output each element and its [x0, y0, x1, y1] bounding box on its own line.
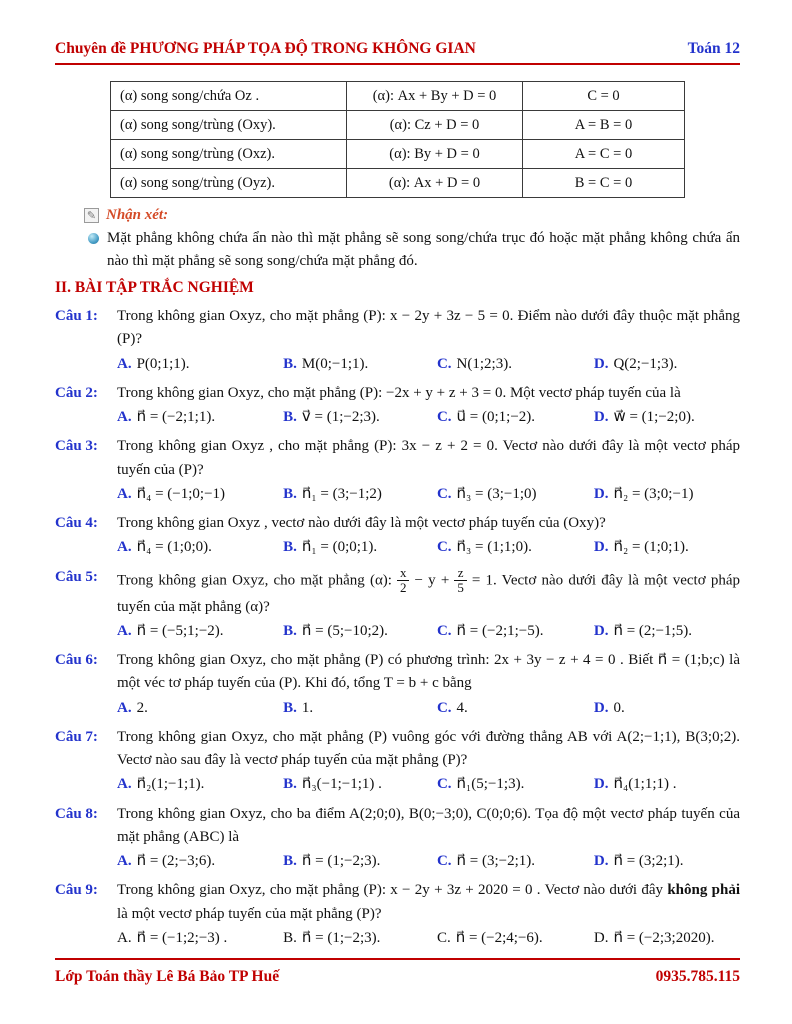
option-label: B. [283, 539, 297, 556]
table-cell-condition: (α) song song/trùng (Oxy). [111, 111, 347, 140]
option-b [283, 406, 437, 429]
fraction-x-over-2 [397, 566, 410, 596]
option-b [283, 850, 437, 873]
table-cell-coefficient: B = C = 0 [523, 169, 685, 198]
option-text: n⃗ = (−2;1;1). [136, 409, 216, 425]
option-label: D. [593, 355, 609, 372]
option-text: n⃗₁(5;−1;3). [456, 776, 525, 793]
question-text: Trong không gian Oxyz , cho mặt phẳng (P): 3x − z + 2 = 0. Vectơ nào dưới đây là một vectơ pháp tuyến của (P)? [117, 438, 740, 478]
question-text-emphasis: không phải [667, 882, 740, 899]
table-row [111, 169, 685, 198]
question-text-part: = 1. Vectơ nào dưới đây là một vectơ pháp tuyến của mặt phẳng (α)? [117, 571, 740, 615]
option-text: n⃗ = (3;2;1). [613, 853, 684, 870]
option-text: n⃗ = (−2;3;2020). [613, 929, 715, 946]
option-label: D. [593, 929, 609, 946]
option-text: M(0;−1;1). [301, 355, 369, 372]
options-row [117, 773, 740, 796]
option-c [437, 483, 594, 506]
question-body [117, 435, 740, 506]
question-body [117, 649, 740, 720]
option-text: Q(2;−1;3). [613, 355, 678, 372]
option-a [117, 536, 283, 559]
question-text [117, 566, 740, 619]
question-body [117, 382, 740, 430]
option-text: n⃗ = (2;−1;5). [613, 622, 692, 639]
option-text: n⃗ = (2;−3;6). [136, 853, 216, 870]
option-text: n⃗₄ = (−1;0;−1) [136, 485, 226, 502]
fraction-numerator: z [454, 566, 467, 582]
table-cell-equation: (α): By + D = 0 [347, 140, 523, 169]
option-label: A. [117, 929, 132, 946]
question-text: Trong không gian Oxyz, cho ba điểm A(2;0;0), B(0;−3;0), C(0;0;6). Tọa độ một vectơ pháp tuyến của mặt phẳng (ABC) là [117, 805, 740, 845]
option-label: C. [436, 539, 452, 556]
option-b [283, 697, 437, 720]
option-d [594, 353, 740, 376]
conditions-table [110, 81, 685, 198]
question-label: Câu 4: [55, 515, 98, 531]
option-text: n⃗₁ = (3;−1;2) [301, 485, 382, 502]
option-c [437, 697, 594, 720]
option-text: n⃗ = (−5;1;−2). [136, 622, 224, 639]
fraction-denominator: 5 [457, 580, 464, 596]
option-label: B. [283, 853, 297, 870]
option-a [117, 697, 283, 720]
option-text: n⃗₁ = (0;0;1). [301, 539, 378, 556]
table-cell-condition: (α) song song/trùng (Oyz). [111, 169, 347, 198]
question-4 [55, 512, 740, 560]
question-body [117, 879, 740, 950]
option-a [117, 620, 283, 643]
option-d [594, 620, 740, 643]
option-label: D. [593, 699, 609, 716]
option-text: n⃗₂ = (3;0;−1) [613, 485, 694, 502]
option-d [594, 850, 740, 873]
option-label: B. [283, 622, 297, 639]
option-label: C. [436, 776, 452, 793]
option-text: v⃗ = (1;−2;3). [301, 409, 380, 425]
fraction-z-over-5 [454, 566, 467, 596]
option-a [117, 353, 283, 376]
option-text: n⃗₃ = (3;−1;0) [456, 485, 537, 502]
option-a [117, 483, 283, 506]
option-c [437, 536, 594, 559]
option-text: n⃗ = (5;−10;2). [301, 622, 388, 639]
option-label: B. [283, 776, 297, 793]
question-body [117, 305, 740, 376]
option-text: n⃗ = (1;−2;3). [301, 853, 381, 870]
option-label: D. [593, 409, 609, 425]
option-label: C. [436, 409, 452, 425]
question-6 [55, 649, 740, 720]
option-text: 4. [456, 699, 468, 716]
option-d [594, 406, 740, 429]
doc-footer [55, 958, 740, 986]
option-text: 1. [301, 699, 314, 716]
question-body [117, 512, 740, 560]
question-7 [55, 726, 740, 797]
question-8 [55, 803, 740, 874]
option-d [594, 927, 740, 950]
question-1 [55, 305, 740, 376]
question-text: Trong không gian Oxyz , vectơ nào dưới đây là một vectơ pháp tuyến của (Oxy)? [117, 515, 606, 531]
question-text: Trong không gian Oxyz, cho mặt phẳng (P) có phương trình: 2x + 3y − z + 4 = 0 . Biết n⃗ = (1;b;c) là một véc tơ pháp tuyến của (P). Khi đó, tổng T = b + c bằng [117, 652, 740, 692]
options-row [117, 850, 740, 873]
option-text: n⃗₃(−1;−1;1) . [301, 776, 382, 793]
option-a [117, 850, 283, 873]
option-text: n⃗ = (−2;1;−5). [456, 622, 544, 639]
question-label: Câu 6: [55, 652, 98, 669]
question-label: Câu 1: [55, 308, 98, 324]
options-row [117, 406, 740, 429]
question-5 [55, 566, 740, 644]
option-text: n⃗ = (−1;2;−3) . [136, 929, 228, 946]
option-b [283, 927, 437, 950]
fraction-numerator: x [397, 566, 410, 582]
options-row [117, 353, 740, 376]
options-row [117, 927, 740, 950]
option-label: A. [117, 776, 132, 793]
option-label: A. [117, 699, 132, 716]
doc-header [55, 40, 740, 65]
options-row [117, 620, 740, 643]
question-text: Trong không gian Oxyz, cho mặt phẳng (P): x − 2y + 3z − 5 = 0. Điểm nào dưới đây thuộc mặt phẳng (P)? [117, 308, 740, 348]
option-b [283, 620, 437, 643]
option-text: n⃗₂(1;−1;1). [136, 776, 205, 793]
question-label: Câu 9: [55, 882, 98, 899]
question-label: Câu 7: [55, 728, 98, 745]
option-d [594, 773, 740, 796]
option-text: n⃗₂ = (1;0;1). [613, 539, 689, 556]
question-text: Trong không gian Oxyz, cho mặt phẳng (P): −2x + y + z + 3 = 0. Một vectơ pháp tuyến của là [117, 384, 681, 401]
table-row [111, 82, 685, 111]
option-label: D. [593, 539, 609, 556]
section-title: II. BÀI TẬP TRẮC NGHIỆM [55, 279, 254, 296]
option-b [283, 483, 437, 506]
question-2 [55, 382, 740, 430]
question-text-part: Trong không gian Oxyz, cho mặt phẳng (α): [117, 571, 392, 588]
question-list [55, 305, 740, 950]
option-d [594, 697, 740, 720]
option-label: C. [436, 853, 452, 870]
table-cell-equation: (α): Ax + By + D = 0 [347, 82, 523, 111]
option-text: n⃗₃ = (1;1;0). [456, 539, 532, 556]
option-a [117, 773, 283, 796]
note-bullet [88, 227, 740, 272]
question-text-part: − y + [414, 571, 450, 588]
question-9 [55, 879, 740, 950]
bullet-icon [88, 233, 99, 244]
option-label: D. [593, 485, 609, 502]
pencil-icon: ✎ [84, 208, 99, 223]
option-text: 0. [613, 699, 625, 716]
option-d [594, 536, 740, 559]
option-b [283, 536, 437, 559]
footer-phone-number: 0935.785.115 [655, 968, 740, 985]
option-label: A. [117, 853, 132, 870]
option-c [437, 620, 594, 643]
option-text: n⃗ = (3;−2;1). [456, 853, 536, 870]
question-label: Câu 5: [55, 568, 98, 585]
question-label: Câu 8: [55, 805, 98, 822]
table-cell-condition: (α) song song/chứa Oz . [111, 82, 347, 111]
question-body [117, 803, 740, 874]
option-label: B. [283, 929, 297, 946]
options-row [117, 697, 740, 720]
option-text: u⃗ = (0;1;−2). [456, 409, 536, 425]
options-row [117, 536, 740, 559]
option-label: C. [436, 485, 452, 502]
table-row [111, 140, 685, 169]
option-label: A. [117, 409, 132, 425]
note-header [84, 207, 740, 224]
option-b [283, 773, 437, 796]
doc-title: Chuyên đề PHƯƠNG PHÁP TỌA ĐỘ TRONG KHÔNG GIAN [55, 40, 476, 57]
option-label: C. [436, 929, 451, 946]
table-cell-coefficient: A = B = 0 [523, 111, 685, 140]
option-text: 2. [136, 699, 148, 716]
question-body [117, 726, 740, 797]
note-text: Mặt phẳng không chứa ẩn nào thì mặt phẳng sẽ song song/chứa trục đó hoặc mặt phẳng không chứa ẩn nào thì mặt phẳng sẽ song song/chứa mặt phẳng đó. [107, 230, 740, 269]
table-cell-equation: (α): Cz + D = 0 [347, 111, 523, 140]
option-text: n⃗₄ = (1;0;0). [136, 539, 212, 556]
options-row [117, 483, 740, 506]
question-text-part: là một vectơ pháp tuyến của mặt phẳng (P)? [117, 905, 382, 922]
table-cell-condition: (α) song song/trùng (Oxz). [111, 140, 347, 169]
option-label: C. [436, 622, 452, 639]
question-body [117, 566, 740, 644]
note-label: Nhận xét: [106, 207, 169, 223]
option-text: n⃗₄(1;1;1) . [613, 776, 677, 793]
fraction-denominator: 2 [399, 580, 407, 596]
option-text: N(1;2;3). [456, 355, 512, 372]
option-a [117, 406, 283, 429]
option-text: w⃗ = (1;−2;0). [613, 409, 695, 425]
option-label: B. [283, 409, 297, 425]
option-c [437, 406, 594, 429]
question-text [117, 879, 740, 926]
option-label: D. [593, 853, 609, 870]
option-c [437, 850, 594, 873]
option-label: A. [117, 539, 132, 556]
doc-subject: Toán 12 [687, 40, 740, 57]
option-label: D. [593, 622, 609, 639]
option-c [437, 773, 594, 796]
option-text: P(0;1;1). [136, 355, 190, 372]
table-row [111, 111, 685, 140]
option-label: A. [117, 355, 132, 372]
option-c [437, 927, 594, 950]
table-cell-coefficient: C = 0 [523, 82, 685, 111]
option-text: n⃗ = (−2;4;−6). [455, 929, 543, 946]
table-cell-coefficient: A = C = 0 [523, 140, 685, 169]
question-text-part: Trong không gian Oxyz, cho mặt phẳng (P): x − 2y + 3z + 2020 = 0 . Vectơ nào dưới đây [117, 882, 668, 899]
option-label: B. [283, 699, 297, 716]
option-label: D. [593, 776, 609, 793]
option-label: C. [436, 699, 452, 716]
option-a [117, 927, 283, 950]
option-label: B. [283, 355, 297, 372]
footer-class-name: Lớp Toán thầy Lê Bá Bảo TP Huế [55, 968, 280, 985]
option-label: A. [117, 622, 132, 639]
question-label: Câu 2: [55, 384, 98, 401]
option-c [437, 353, 594, 376]
option-text: n⃗ = (1;−2;3). [301, 929, 381, 946]
option-b [283, 353, 437, 376]
option-label: A. [117, 485, 132, 502]
question-label: Câu 3: [55, 438, 98, 455]
option-label: B. [283, 485, 297, 502]
question-3 [55, 435, 740, 506]
option-d [594, 483, 740, 506]
table-cell-equation: (α): Ax + D = 0 [347, 169, 523, 198]
question-text: Trong không gian Oxyz, cho mặt phẳng (P) vuông góc với đường thẳng AB với A(2;−1;1), B(3;0;2). Vectơ nào sau đây là vectơ pháp tuyến của mặt phẳng (P)? [117, 728, 740, 769]
option-label: C. [436, 355, 452, 372]
